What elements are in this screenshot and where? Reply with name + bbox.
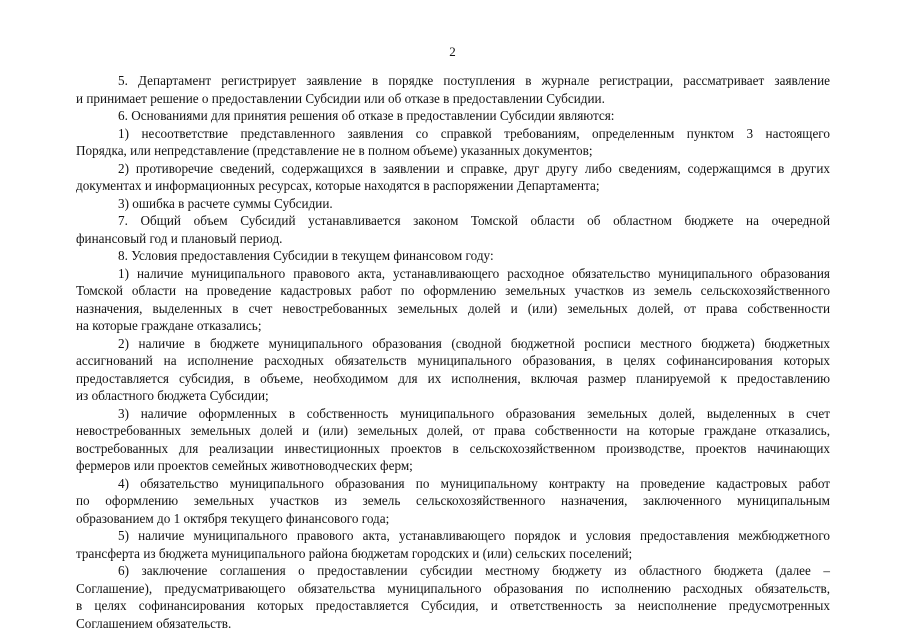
text-line: 2) наличие в бюджете муниципального образования (сводной бюджетной росписи местного бюджета) бюджетных — [118, 335, 830, 351]
text-line: 1) несоответствие представленного заявления со справкой требованиям, определенным пунктом 3 настоящего — [118, 125, 830, 141]
paragraph — [76, 475, 830, 528]
text-line: 8. Условия предоставления Субсидии в текущем финансовом году: — [118, 248, 494, 263]
paragraph — [76, 107, 830, 125]
text-line: документах и информационных ресурсах, которые находятся в распоряжении Департамента; — [76, 178, 600, 193]
text-line: Соглашением обязательств. — [76, 615, 232, 631]
paragraph — [76, 335, 830, 405]
text-line: трансферта из бюджета муниципального района бюджетам городских и (или) сельских поселений; — [76, 545, 633, 561]
page-number: 2 — [449, 44, 456, 59]
paragraph — [76, 562, 830, 632]
text-line: 4) обязательство муниципального образования по муниципальному контракту на проведение кадастровых работ — [118, 475, 830, 491]
paragraph — [76, 247, 830, 265]
text-line: назначения, выделенных в счет невостребованных земельных долей и (или) земельных долей, от права собственности — [76, 300, 830, 316]
paragraph — [76, 72, 830, 107]
text-line: 6) заключение соглашения о предоставлении субсидии местному бюджету из областного бюджета (далее – — [118, 563, 830, 578]
paragraph — [76, 212, 830, 247]
text-line: 6. Основаниями для принятия решения об отказе в предоставлении Субсидии являются: — [118, 108, 615, 123]
text-line: предоставляется субсидия, в объеме, необходимом для их исполнения, включая размер планируемой к предоставлению — [76, 370, 830, 386]
paragraph — [76, 160, 830, 195]
text-line: ассигнований на исполнение расходных обязательств муниципального образования, в целях софинансирования которых — [76, 353, 830, 368]
text-line: востребованных для реализации инвестиционных проектов в сельскохозяйственном производстве, проектов начинающих — [76, 440, 830, 456]
text-line: Соглашение), предусматривающего обязательства муниципального образования по исполнению расходных обязательств, — [76, 580, 830, 596]
text-line: по оформлению земельных участков из земель сельскохозяйственного назначения, заключенного муниципальным — [76, 493, 830, 508]
paragraph — [76, 405, 830, 475]
text-line: в целях софинансирования которых предоставляется Субсидия, и ответственность за неисполнение предусмотренных — [76, 598, 830, 613]
text-line: и принимает решение о предоставлении Субсидии или об отказе в предоставлении Субсидии. — [76, 90, 605, 106]
text-line: 3) наличие оформленных в собственность муниципального образования земельных долей, выделенных в счет — [118, 405, 830, 421]
paragraph — [76, 125, 830, 160]
text-line: образованием до 1 октября текущего финансового года; — [76, 510, 390, 526]
text-line: 5) наличие муниципального правового акта, устанавливающего порядок и условия предоставления межбюджетного — [118, 528, 830, 543]
paragraph — [76, 265, 830, 335]
paragraph — [76, 527, 830, 562]
text-line: Томской области на проведение кадастровых работ по оформлению земельных участков из земель сельскохозяйственного — [76, 283, 830, 298]
text-line: 5. Департамент регистрирует заявление в порядке поступления в журнале регистрации, рассматривает заявление — [118, 73, 830, 88]
text-line: фермеров или проектов семейных животноводческих ферм; — [76, 458, 413, 473]
document-body — [76, 72, 830, 632]
text-line: невостребованных земельных долей и (или) земельных долей, от права собственности на которые граждане отказались, — [76, 423, 830, 438]
text-line: финансовый год и плановый период. — [76, 230, 283, 246]
text-line: на которые граждане отказались; — [76, 318, 262, 333]
text-line: 2) противоречие сведений, содержащихся в заявлении и справке, друг другу либо сведениям, содержащимся в других — [118, 160, 830, 176]
text-line: 7. Общий объем Субсидий устанавливается законом Томской области об областном бюджете на очередной — [118, 213, 830, 228]
text-line: Порядка, или непредставление (представление не в полном объеме) указанных документов; — [76, 143, 593, 158]
text-line: 3) ошибка в расчете суммы Субсидии. — [118, 195, 333, 211]
paragraph — [76, 195, 830, 213]
text-line: 1) наличие муниципального правового акта, устанавливающего расходное обязательство муниципального образования — [118, 265, 830, 281]
text-line: из областного бюджета Субсидии; — [76, 388, 269, 403]
